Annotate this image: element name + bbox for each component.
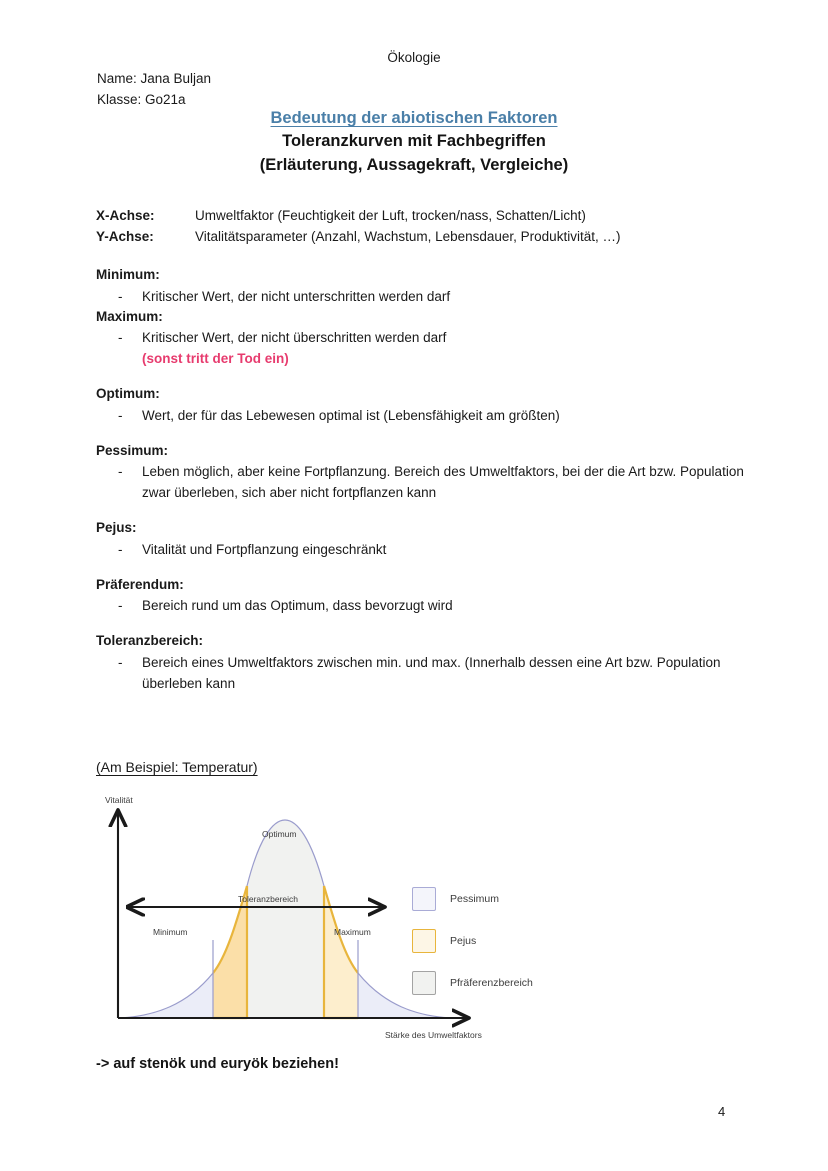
term-section-optimum (96, 384, 776, 426)
term-bullet (96, 405, 776, 426)
conclusion-note: -> auf stenök und euryök beziehen! (96, 1056, 339, 1072)
bullet-dash-icon: - (118, 541, 123, 557)
term-section-minimum (96, 265, 776, 307)
bullet-dash-icon: - (118, 464, 123, 480)
term-bullet (96, 461, 776, 503)
term-section-praeferendum (96, 575, 776, 617)
term-text: Leben möglich, aber keine Fortpflanzung. Bereich des Umweltfaktors, bei der die Art bzw. Population zwar überleben, sich aber nicht fortpflanzen kann (142, 464, 744, 501)
axes-definitions (96, 205, 620, 248)
term-text: Wert, der für das Lebewesen optimal ist (Lebensfähigkeit am größten) (142, 407, 560, 423)
term-section-maximum (96, 307, 776, 370)
term-bullet (96, 327, 776, 348)
term-bullet (96, 286, 776, 307)
term-text: Bereich eines Umweltfaktors zwischen min. und max. (Innerhalb dessen eine Art bzw. Population überleben kann (142, 654, 721, 692)
axis-description-y: Vitalitätsparameter (Anzahl, Wachstum, Lebensdauer, Produktivität, …) (195, 229, 621, 245)
section-spacer (96, 426, 776, 441)
meta-name: Name: Jana Buljan (97, 71, 212, 86)
section-spacer (96, 369, 776, 384)
bullet-dash-icon: - (118, 407, 123, 423)
term-definitions-list (96, 265, 776, 694)
term-text: Kritischer Wert, der nicht unterschritten werden darf (142, 288, 451, 304)
toleranzbereich-annotation: Toleranzbereich (238, 894, 299, 904)
bullet-dash-icon: - (118, 288, 123, 304)
term-text: Vitalität und Fortpflanzung eingeschränkt (142, 541, 387, 557)
page-subtitle-1: Toleranzkurven mit Fachbegriffen (282, 132, 546, 151)
legend-swatch-pejus (412, 929, 436, 953)
section-spacer (96, 503, 776, 518)
term-bullet (96, 652, 776, 694)
term-text: Bereich rund um das Optimum, dass bevorzugt wird (142, 598, 453, 614)
axis-label-y: Y-Achse: (96, 229, 154, 245)
axis-description-x: Umweltfaktor (Feuchtigkeit der Luft, trocken/nass, Schatten/Licht) (195, 208, 586, 223)
term-heading: Pessimum: (96, 442, 169, 458)
chart-legend (412, 878, 602, 1004)
y-axis-label: Vitalität (105, 795, 133, 805)
legend-item-pessimum (412, 878, 602, 920)
section-spacer (96, 616, 776, 631)
term-bullet (96, 539, 776, 560)
term-note-highlight: (sonst tritt der Tod ein) (142, 351, 289, 367)
term-text: Kritischer Wert, der nicht überschritten werden darf (142, 330, 447, 346)
legend-label: Pfräferenzbereich (450, 977, 533, 989)
term-heading: Pejus: (96, 520, 137, 536)
axis-definition-row (96, 205, 620, 226)
bullet-dash-icon: - (118, 598, 123, 614)
term-section-toleranzbereich (96, 631, 776, 694)
axis-definition-row (96, 226, 620, 247)
bullet-dash-icon: - (118, 330, 123, 346)
term-heading: Minimum: (96, 267, 160, 282)
term-section-pessimum (96, 441, 776, 504)
term-heading: Optimum: (96, 386, 160, 402)
maximum-annotation: Maximum (334, 927, 371, 937)
legend-swatch-praeferenzbereich (412, 971, 436, 995)
term-heading: Präferendum: (96, 576, 184, 592)
term-section-pejus (96, 518, 776, 560)
term-heading: Maximum: (96, 308, 163, 324)
legend-swatch-pessimum (412, 887, 436, 911)
title-block (0, 107, 828, 177)
bullet-dash-icon: - (118, 654, 123, 670)
minimum-annotation: Minimum (153, 927, 188, 937)
term-heading: Toleranzbereich: (96, 633, 204, 649)
legend-label: Pessimum (450, 893, 500, 905)
legend-label: Pejus (450, 935, 477, 947)
page-title: Bedeutung der abiotischen Faktoren (270, 109, 558, 127)
optimum-annotation: Optimum (262, 829, 297, 839)
term-bullet (96, 595, 776, 616)
x-axis-label: Stärke des Umweltfaktors (385, 1030, 482, 1040)
student-meta (97, 69, 211, 110)
section-spacer (96, 560, 776, 575)
page-number: 4 (718, 1104, 726, 1119)
example-heading: (Am Beispiel: Temperatur) (96, 759, 258, 775)
document-header-title: Ökologie (387, 50, 441, 65)
legend-item-pejus (412, 920, 602, 962)
meta-class: Klasse: Go21a (97, 91, 186, 107)
page-subtitle-2: (Erläuterung, Aussagekraft, Vergleiche) (259, 155, 569, 174)
legend-item-praeferenzbereich (412, 962, 602, 1004)
axis-label-x: X-Achse: (96, 208, 155, 223)
